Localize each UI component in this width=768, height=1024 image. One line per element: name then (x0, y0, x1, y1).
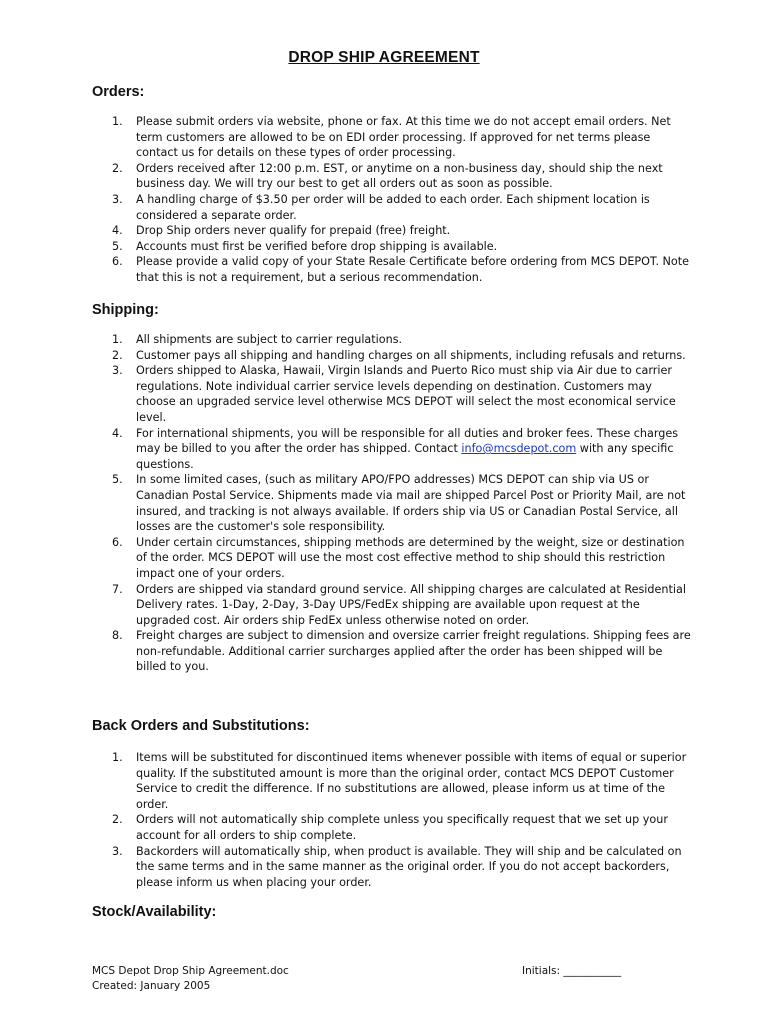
list-text: In some limited cases, (such as military APO/FPO addresses) MCS DEPOT can ship via US or Canadian Postal Service. Shipments made via mail are shipped Parcel Post or Priority Mail, are not insured, and tracking is not always available. If orders ship via US or Canadian Postal Service, all losses are the customer's sole responsibility. (136, 473, 686, 534)
list-text: Backorders will automatically ship, when product is available. They will ship and be calculated on the same terms and in the same manner as the original order. If you do not accept backorders, please inform us when placing your order. (136, 844, 682, 889)
contact-email-link[interactable]: info@mcsdepot.com (461, 442, 577, 456)
list-item (92, 254, 692, 285)
list-text: Please submit orders via website, phone or fax. At this time we do not accept email orders. Net term customers are allowed to be on EDI order processing. If approved for net terms please contact us for details on these types of order processing. (136, 115, 671, 160)
list-text: Orders shipped to Alaska, Hawaii, Virgin Islands and Puerto Rico must ship via Air due to carrier regulations. Note individual carrier service levels depending on destination. Customers may choose an upgraded service level otherwise MCS DEPOT will select the most economical service level. (136, 364, 676, 424)
list-item (92, 161, 692, 192)
list-number: 3. (112, 364, 123, 378)
list-number: 1. (112, 115, 123, 128)
list-text: Orders will not automatically ship complete unless you specifically request that we set up your account for all orders to ship complete. (136, 813, 668, 842)
list-item (92, 239, 692, 255)
document-title: DROP SHIP AGREEMENT (288, 49, 480, 66)
section-heading-shipping: Shipping: (92, 302, 159, 318)
shipping-list (92, 332, 692, 675)
footer-filename: MCS Depot Drop Ship Agreement.doc (92, 965, 289, 977)
list-number: 1. (112, 333, 123, 346)
orders-list (92, 114, 692, 286)
list-number: 2. (112, 813, 123, 827)
list-text: All shipments are subject to carrier regulations. (136, 333, 403, 346)
list-number: 2. (112, 161, 123, 175)
list-number: 8. (112, 629, 123, 643)
list-text: Freight charges are subject to dimension and oversize carrier freight regulations. Shipping fees are non-refundable. Additional carrier surcharges applied after the order has been shipped will be billed to you. (136, 629, 691, 674)
footer-initials: Initials: ___________ (522, 965, 622, 977)
list-number: 6. (112, 255, 123, 269)
list-item (92, 812, 692, 843)
footer-created: Created: January 2005 (92, 979, 211, 992)
section-heading-orders: Orders: (92, 84, 145, 100)
list-number: 3. (112, 192, 123, 206)
list-number: 4. (112, 224, 123, 238)
list-item (92, 472, 692, 534)
list-text: Drop Ship orders never qualify for prepaid (free) freight. (136, 224, 451, 238)
list-text: Items will be substituted for discontinued items whenever possible with items of equal or superior quality. If the substituted amount is more than the original order, contact MCS DEPOT Customer Service to credit the difference. If no substitutions are allowed, please inform us at time of the order. (136, 751, 687, 811)
list-item (92, 223, 692, 239)
list-item (92, 750, 692, 812)
list-item (92, 348, 692, 364)
footer-left (92, 964, 289, 993)
list-item (92, 628, 692, 675)
list-number: 7. (112, 582, 123, 596)
list-text: A handling charge of $3.50 per order will be added to each order. Each shipment location is considered a separate order. (136, 192, 650, 222)
list-number: 2. (112, 348, 123, 362)
section-heading-back-orders: Back Orders and Substitutions: (92, 718, 310, 734)
list-item (92, 192, 692, 223)
list-text: Customer pays all shipping and handling charges on all shipments, including refusals and returns. (136, 348, 686, 362)
list-number: 5. (112, 473, 123, 487)
list-number: 5. (112, 239, 123, 253)
list-text: Please provide a valid copy of your State Resale Certificate before ordering from MCS DEPOT. Note that this is not a requirement, but a serious recommendation. (136, 255, 690, 284)
back-orders-list (92, 750, 692, 890)
list-item (92, 114, 692, 161)
list-item (92, 535, 692, 582)
list-item (92, 363, 692, 425)
list-item (92, 426, 692, 473)
list-item (92, 332, 692, 348)
list-text: Under certain circumstances, shipping methods are determined by the weight, size or destination of the order. MCS DEPOT will use the most cost effective method to ship should this restriction impact one of your orders. (136, 535, 685, 580)
list-text: with any specific questions. (136, 442, 674, 471)
section-heading-stock: Stock/Availability: (92, 904, 217, 920)
list-number: 6. (112, 535, 123, 549)
list-number: 3. (112, 844, 123, 858)
list-text: For international shipments, you will be responsible for all duties and broker fees. These charges may be billed to you after the order has shipped. Contact (136, 426, 679, 456)
list-item (92, 582, 692, 629)
list-number: 1. (112, 751, 123, 764)
list-item (92, 844, 692, 891)
list-text: Orders received after 12:00 p.m. EST, or anytime on a non-business day, should ship the next business day. We will try our best to get all orders out as soon as possible. (136, 161, 663, 191)
list-number: 4. (112, 426, 123, 440)
list-text: Orders are shipped via standard ground service. All shipping charges are calculated at Residential Delivery rates. 1-Day, 2-Day, 3-Day UPS/FedEx shipping are available upon request at the upgraded cost. Air orders ship FedEx unless otherwise noted on order. (136, 582, 686, 627)
list-text: Accounts must first be verified before drop shipping is available. (136, 239, 498, 253)
